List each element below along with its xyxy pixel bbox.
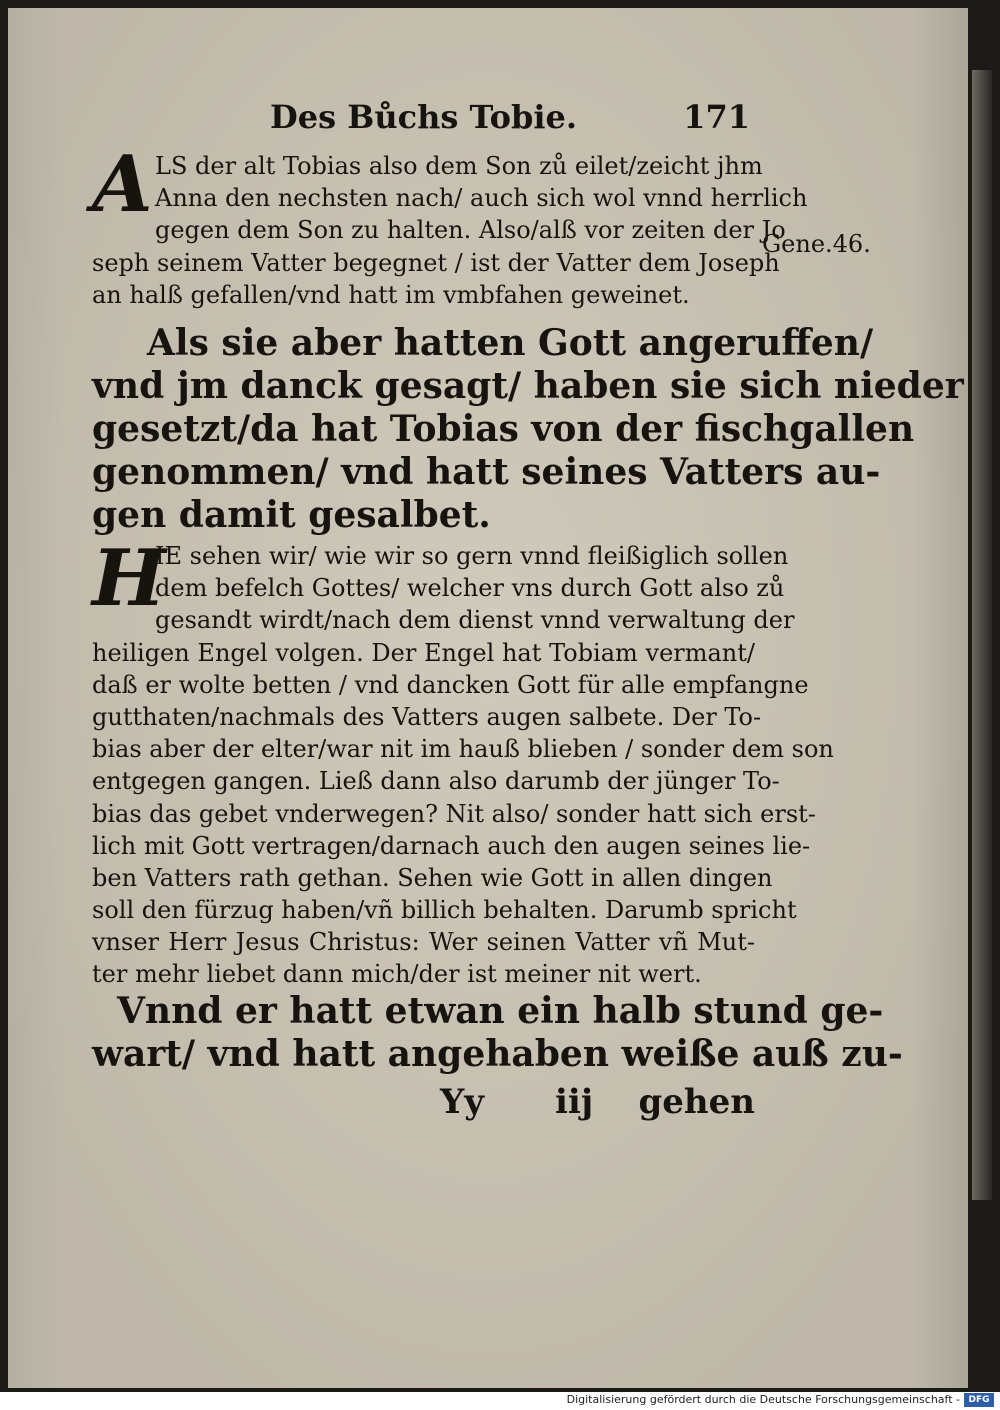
signature-mark: Yy <box>440 1082 485 1122</box>
commentary-paragraph-2 <box>155 540 795 637</box>
dfg-logo: DFG <box>964 1393 994 1407</box>
verse-line: wart/ vnd hatt angehaben weiße auß zu- <box>92 1033 903 1075</box>
text-line: entgegen gangen. Ließ dann also darumb der jünger To- <box>92 767 780 796</box>
text-line: ter mehr liebet dann mich/der ist meiner nit wert. <box>92 960 702 989</box>
text-line: vnser Herr Jesus Christus: Wer seinen Vatter vñ Mut- <box>92 928 755 957</box>
verse-line: genommen/ vnd hatt seines Vatters au- <box>92 451 881 493</box>
drop-initial-h: H <box>92 533 166 624</box>
text-line: an halß gefallen/vnd hatt im vmbfahen geweinet. <box>92 280 690 309</box>
bible-verse-1 <box>92 322 964 537</box>
verse-line: gesetzt/da hat Tobias von der fischgallen <box>92 408 915 450</box>
text-line: gegen dem Son zu halten. Also/alß vor zeiten der Jo <box>155 216 786 245</box>
page-number: 171 <box>683 98 750 136</box>
text-line: gesandt wirdt/nach dem dienst vnnd verwaltung der <box>155 606 795 635</box>
text-line: LS der alt Tobias also dem Son zů eilet/zeicht jhm <box>155 152 763 180</box>
commentary-paragraph-1 <box>155 150 808 247</box>
commentary-paragraph-2-continued <box>92 637 834 991</box>
verse-line: Vnnd er hatt etwan ein halb stund ge- <box>117 990 884 1032</box>
signature-line <box>440 1082 755 1122</box>
signature-number: iij <box>555 1082 594 1122</box>
text-line: lich mit Gott vertragen/darnach auch den augen seines lie- <box>92 831 811 860</box>
book-edge <box>972 70 992 1200</box>
text-line: bias das gebet vnderwegen? Nit also/ sonder hatt sich erst- <box>92 799 816 828</box>
drop-initial-a: A <box>92 139 153 230</box>
running-title: Des Bůchs Tobie. <box>270 98 577 136</box>
verse-line: vnd jm danck gesagt/ haben sie sich nieder <box>92 365 964 407</box>
bible-verse-2 <box>92 990 903 1076</box>
commentary-paragraph-1-continued <box>92 247 780 311</box>
text-line: gutthaten/nachmals des Vatters augen salbete. Der To- <box>92 702 762 731</box>
verse-line: gen damit gesalbet. <box>92 494 491 536</box>
text-line: heiligen Engel volgen. Der Engel hat Tobiam vermant/ <box>92 638 755 667</box>
text-line: dem befelch Gottes/ welcher vns durch Gott also zů <box>155 574 785 603</box>
text-line: Anna den nechsten nach/ auch sich wol vnnd herrlich <box>155 184 808 213</box>
text-line: bias aber der elter/war nit im hauß blieben / sonder dem son <box>92 735 834 764</box>
text-line: daß er wolte betten / vnd dancken Gott für alle empfangne <box>92 670 809 699</box>
catchword: gehen <box>638 1082 755 1122</box>
verse-line: Als sie aber hatten Gott angeruffen/ <box>147 322 874 364</box>
text-line: soll den fürzug haben/vñ billich behalten. Darumb spricht <box>92 896 797 925</box>
text-line: IE sehen wir/ wie wir so gern vnnd fleißiglich sollen <box>155 542 789 570</box>
text-line: ben Vatters rath gethan. Sehen wie Gott in allen dingen <box>92 863 773 892</box>
text-line: seph seinem Vatter begegnet / ist der Vatter dem Joseph <box>92 248 780 277</box>
marginal-reference: Gene.46. <box>762 230 871 258</box>
digitization-credit: Digitalisierung gefördert durch die Deutsche Forschungsgemeinschaft - <box>566 1393 960 1406</box>
